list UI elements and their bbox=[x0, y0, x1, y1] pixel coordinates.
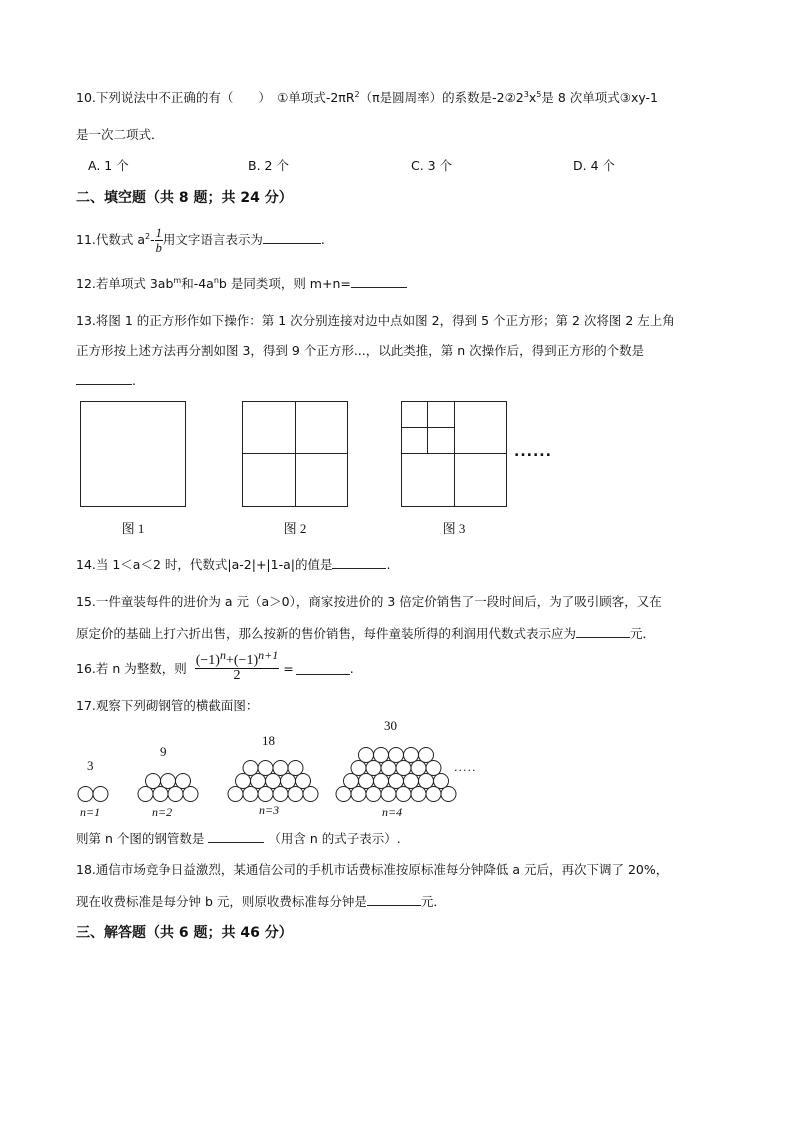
q17-count-1: 3 bbox=[87, 758, 94, 773]
q16: 16.若 n 为整数，则 $\frac{(-1)^n+(-1)^{n+1}}{2}$ = . bbox=[76, 647, 354, 683]
pipe-circle bbox=[243, 787, 258, 802]
section-title-solve: 三、解答题（共 6 题；共 46 分） bbox=[76, 925, 293, 941]
pipe-circle bbox=[258, 787, 273, 802]
q17-label-3: n=3 bbox=[259, 803, 280, 817]
pipe-circle bbox=[359, 748, 374, 763]
q11-answer-blank[interactable] bbox=[263, 231, 321, 244]
pipe-circle bbox=[381, 761, 396, 776]
q12-answer-blank[interactable] bbox=[351, 275, 407, 288]
pipe-circle bbox=[176, 774, 191, 789]
q17-label-2: n=2 bbox=[152, 805, 173, 819]
q14: 14.当 1＜a＜2 时，代数式|a-2|+|1-a|的值是 . bbox=[76, 557, 391, 572]
pipe-circle bbox=[258, 761, 273, 776]
q18-answer-blank[interactable] bbox=[367, 893, 421, 906]
pipe-circle bbox=[396, 761, 411, 776]
pipe-circle bbox=[78, 787, 93, 802]
pipe-circle bbox=[419, 748, 434, 763]
pipe-circle bbox=[281, 774, 296, 789]
pipe-circle bbox=[351, 787, 366, 802]
pipe-circle bbox=[243, 761, 258, 776]
figure-continuation-dots: ...... bbox=[514, 444, 552, 460]
pipe-circle bbox=[288, 787, 303, 802]
q11-fraction: $\frac{1}{b}$ bbox=[155, 226, 162, 255]
q15-line2: 原定价的基础上打六折出售，那么按新的售价销售，每件童装所得的利润用代数式表示应为 元． bbox=[76, 626, 656, 641]
q13-line2: 正方形按上述方法再分割如图 3，得到 9 个正方形...，以此类推，第 n 次操作后，得到正方形的个数是 bbox=[76, 343, 645, 358]
pipe-circle bbox=[351, 761, 366, 776]
q17-label-4: n=4 bbox=[382, 805, 403, 819]
q13-line1: 13.将图 1 的正方形作如下操作：第 1 次分别连接对边中点如图 2，得到 5 个正方形；第 2 次将图 2 左上角 bbox=[76, 313, 675, 328]
pipe-circle bbox=[411, 787, 426, 802]
q10-option-c: C. 3 个 bbox=[411, 158, 453, 173]
q17-continuation-dots: ..... bbox=[454, 761, 477, 774]
pipe-circle bbox=[183, 787, 198, 802]
pipe-circle bbox=[228, 787, 243, 802]
pipe-circle bbox=[441, 787, 456, 802]
q10-option-d: D. 4 个 bbox=[573, 158, 615, 173]
pipe-circle bbox=[161, 774, 176, 789]
q10-option-b: B. 2 个 bbox=[248, 158, 289, 173]
pipe-circle bbox=[359, 774, 374, 789]
figure-2-horizontal-line bbox=[242, 453, 348, 454]
pipe-circle bbox=[419, 774, 434, 789]
pipe-circle bbox=[153, 787, 168, 802]
q17-title: 17.观察下列砌钢管的横截面图： bbox=[76, 698, 259, 713]
figure-2-vertical-line bbox=[295, 401, 296, 507]
pipe-circle bbox=[434, 774, 449, 789]
q16-fraction: $\frac{(-1)^n+(-1)^{n+1}}{2}$ bbox=[195, 647, 279, 683]
pipe-circle bbox=[381, 787, 396, 802]
pipe-circle bbox=[146, 774, 161, 789]
pipe-circle bbox=[344, 774, 359, 789]
pipe-circle bbox=[366, 787, 381, 802]
pipe-circle bbox=[336, 787, 351, 802]
figure-2-caption: 图 2 bbox=[283, 521, 307, 536]
section-title-fill-blank: 二、填空题（共 8 题；共 24 分） bbox=[76, 190, 293, 206]
q13-line3: . bbox=[76, 372, 136, 388]
pipe-circle bbox=[273, 787, 288, 802]
q10-line2: 是一次二项式． bbox=[76, 127, 164, 142]
figure-3-vertical-line bbox=[454, 401, 455, 507]
pipe-circle bbox=[366, 761, 381, 776]
q17-pipe-figures bbox=[70, 716, 490, 824]
q15-line1: 15.一件童装每件的进价为 a 元（a＞0），商家按进价的 3 倍定价销售了一段时间后，为了吸引顾客，又在 bbox=[76, 594, 662, 609]
q15-answer-blank[interactable] bbox=[576, 625, 630, 638]
pipe-circle bbox=[396, 787, 411, 802]
pipe-circle bbox=[426, 761, 441, 776]
pipe-circle bbox=[404, 774, 419, 789]
pipe-circle bbox=[251, 774, 266, 789]
pipe-circle bbox=[426, 787, 441, 802]
q13-answer-blank[interactable] bbox=[76, 372, 132, 385]
q12: 12.若单项式 $3ab^m$和$-4a^nb$ 是同类项，则 m+n= bbox=[76, 274, 407, 292]
q11: 11.代数式 $a^2-$ $\frac{1}{b}$ 用文字语言表示为 . bbox=[76, 226, 325, 255]
pipe-circle bbox=[273, 761, 288, 776]
figure-3-caption: 图 3 bbox=[442, 521, 466, 536]
q17-answer: 则第 n 个图的钢管数是 （用含 n 的式子表示）. bbox=[76, 831, 401, 846]
q17-count-2: 9 bbox=[160, 744, 167, 759]
pipe-circle bbox=[411, 761, 426, 776]
q10-option-a: A. 1 个 bbox=[88, 158, 129, 173]
pipe-circle bbox=[389, 748, 404, 763]
figure-1-square bbox=[80, 401, 186, 507]
pipe-circle bbox=[374, 748, 389, 763]
q14-answer-blank[interactable] bbox=[332, 556, 386, 569]
pipe-circle bbox=[266, 774, 281, 789]
pipe-circle bbox=[288, 761, 303, 776]
q17-answer-blank[interactable] bbox=[208, 830, 264, 843]
figure-3-horizontal-line bbox=[401, 453, 507, 454]
pipe-circle bbox=[389, 774, 404, 789]
pipe-circle bbox=[236, 774, 251, 789]
pipe-circle bbox=[374, 774, 389, 789]
q18-line2: 现在收费标准是每分钟 b 元，则原收费标准每分钟是 元． bbox=[76, 894, 446, 909]
q10-line1: 10.下列说法中不正确的有（ ） ①单项式$-2\pi R^2(\pi$是圆周率）的系数是$-2②2^3x^5$是 8 次单项式③xy-1 bbox=[76, 90, 659, 105]
q17-label-1: n=1 bbox=[80, 805, 101, 819]
q18-line1: 18.通信市场竞争日益激烈，某通信公司的手机市话费标准按原标准每分钟降低 a 元后，再次下调了 20%， bbox=[76, 862, 669, 877]
pipe-circle bbox=[138, 787, 153, 802]
q16-answer-blank[interactable] bbox=[296, 662, 350, 675]
pipe-circle bbox=[303, 787, 318, 802]
pipe-circle bbox=[404, 748, 419, 763]
pipe-circle bbox=[93, 787, 108, 802]
q17-count-4: 30 bbox=[384, 718, 397, 733]
q17-count-3: 18 bbox=[262, 733, 275, 748]
figure-1-caption: 图 1 bbox=[121, 521, 145, 536]
pipe-circle bbox=[168, 787, 183, 802]
figure-3-sub-horizontal-line bbox=[401, 427, 454, 428]
pipe-circle bbox=[296, 774, 311, 789]
